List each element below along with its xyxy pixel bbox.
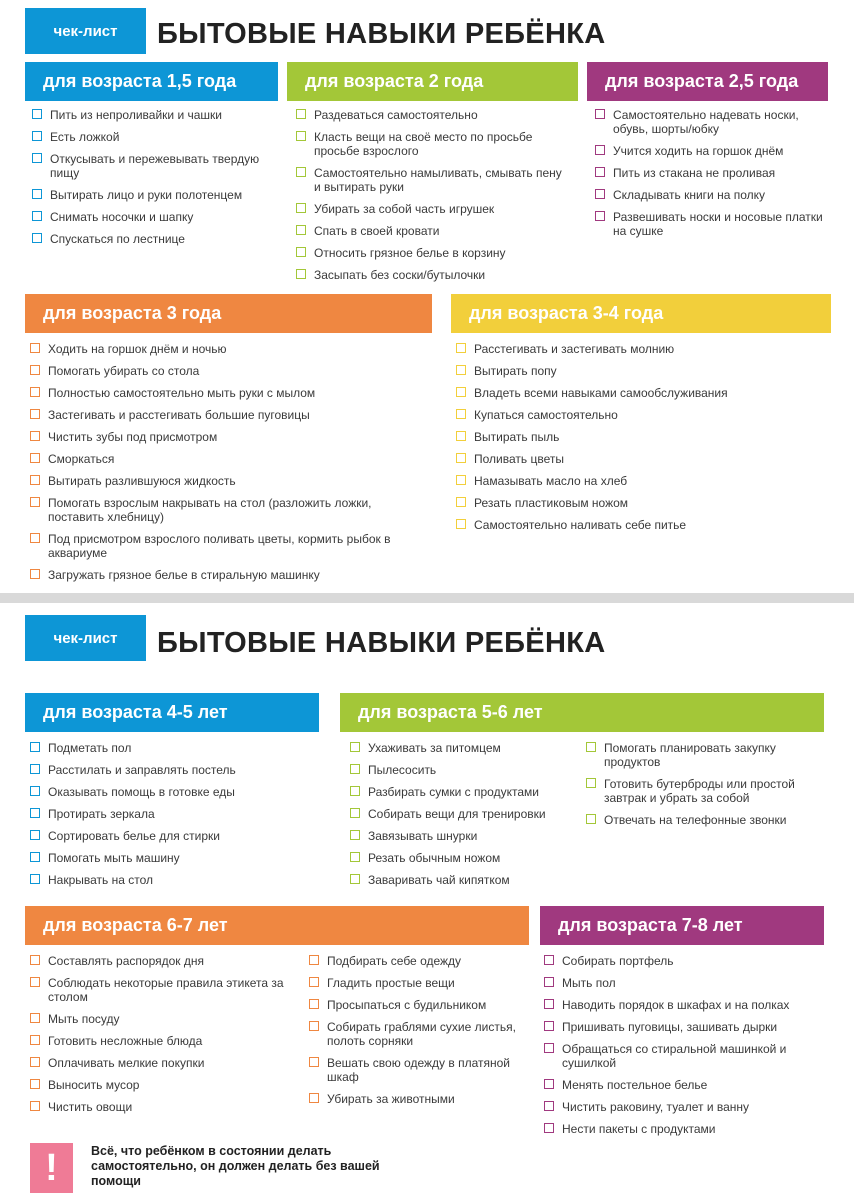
- checklist-item: [30, 568, 430, 582]
- checkbox[interactable]: [586, 778, 596, 788]
- checklist-item: [456, 408, 826, 422]
- checkbox[interactable]: [586, 814, 596, 824]
- checkbox[interactable]: [30, 1079, 40, 1089]
- checkbox[interactable]: [296, 109, 306, 119]
- checklist-item-label: Оплачивать мелкие покупки: [48, 1056, 205, 1070]
- checklist-item-label: Откусывать и пережевывать твердую пищу: [50, 152, 260, 180]
- checklist-item-label: Выносить мусор: [48, 1078, 140, 1092]
- checklist-item-label: Разбирать сумки с продуктами: [368, 785, 539, 799]
- checklist-item-label: Спускаться по лестнице: [50, 232, 185, 246]
- checklist-item: [309, 1056, 531, 1084]
- checkbox[interactable]: [595, 167, 605, 177]
- section-header-age-4-5: для возраста 4-5 лет: [25, 693, 319, 732]
- checklist-item-label: Мыть пол: [562, 976, 616, 990]
- checklist-item-label: Помогать убирать со стола: [48, 364, 200, 378]
- checklist-item: [456, 430, 826, 444]
- checklist-item: [350, 807, 575, 821]
- checklist-item-label: Относить грязное белье в корзину: [314, 246, 506, 260]
- checklist-item-label: Класть вещи на своё место по просьбе просьбе взрослого: [314, 130, 533, 158]
- checkbox[interactable]: [30, 874, 40, 884]
- section-header-age-3-4: для возраста 3-4 года: [451, 294, 831, 333]
- section-header-age-2-5: для возраста 2,5 года: [587, 62, 828, 101]
- checkbox[interactable]: [30, 830, 40, 840]
- checklist-item: [30, 1056, 298, 1070]
- checklist-item: [30, 873, 315, 887]
- checklist-item-label: Расстилать и заправлять постель: [48, 763, 236, 777]
- checkbox[interactable]: [30, 1057, 40, 1067]
- checklist-item: [30, 386, 430, 400]
- checklist-item-label: Соблюдать некоторые правила этикета за столом: [48, 976, 284, 1004]
- checklist-item-label: Пылесосить: [368, 763, 437, 777]
- checkbox[interactable]: [296, 167, 306, 177]
- checklist-item-label: Мыть посуду: [48, 1012, 120, 1026]
- checklist-item: [30, 452, 430, 466]
- checkbox[interactable]: [350, 808, 360, 818]
- checklist-item: [456, 364, 826, 378]
- checkbox[interactable]: [32, 131, 42, 141]
- checkbox[interactable]: [456, 497, 466, 507]
- checkbox[interactable]: [30, 475, 40, 485]
- checkbox[interactable]: [30, 343, 40, 353]
- checklist-item: [595, 108, 825, 136]
- checklist-item-label: Пить из непроливайки и чашки: [50, 108, 222, 122]
- checkbox[interactable]: [30, 764, 40, 774]
- checklist-item-label: Сортировать белье для стирки: [48, 829, 220, 843]
- checklist-item-label: Собирать портфель: [562, 954, 674, 968]
- checklist-item-label: Чистить овощи: [48, 1100, 133, 1114]
- checkbox[interactable]: [30, 852, 40, 862]
- checklist-item: [309, 976, 531, 990]
- checklist-item-label: Пришивать пуговицы, зашивать дырки: [562, 1020, 778, 1034]
- checklist-item: [350, 741, 575, 755]
- checkbox[interactable]: [350, 852, 360, 862]
- checkbox[interactable]: [30, 977, 40, 987]
- page-title: БЫТОВЫЕ НАВЫКИ РЕБЁНКА: [157, 18, 606, 50]
- checklist-item: [586, 813, 822, 827]
- checklist-item: [544, 976, 824, 990]
- checkbox[interactable]: [32, 233, 42, 243]
- checkbox[interactable]: [30, 1035, 40, 1045]
- checklist-item: [30, 1034, 298, 1048]
- checklist-item: [456, 452, 826, 466]
- checklist-item-label: Есть ложкой: [50, 130, 120, 144]
- checkbox[interactable]: [544, 999, 554, 1009]
- checklist-item-label: Намазывать масло на хлеб: [474, 474, 628, 488]
- checklist-item: [30, 474, 430, 488]
- checklist-item: [296, 108, 566, 122]
- checklist-tag: чек-лист: [25, 615, 146, 661]
- checklist-age-3-4: [456, 342, 826, 540]
- checklist-item-label: Оказывать помощь в готовке еды: [48, 785, 235, 799]
- checkbox[interactable]: [595, 109, 605, 119]
- checklist-item-label: Наводить порядок в шкафах и на полках: [562, 998, 790, 1012]
- checkbox[interactable]: [456, 365, 466, 375]
- checklist-item: [32, 130, 277, 144]
- checkbox[interactable]: [309, 1057, 319, 1067]
- checklist-item-label: Готовить бутерброды или простой завтрак и убрать за собой: [604, 777, 795, 805]
- checklist-tag: чек-лист: [25, 8, 146, 54]
- checklist-item-label: Вешать свою одежду в платяной шкаф: [327, 1056, 510, 1084]
- checklist-item: [456, 386, 826, 400]
- checklist-item-label: Загружать грязное белье в стиральную машинку: [48, 568, 320, 582]
- checklist-item-label: Завязывать шнурки: [368, 829, 478, 843]
- checklist-item: [30, 807, 315, 821]
- checklist-item: [30, 829, 315, 843]
- checklist-item-label: Снимать носочки и шапку: [50, 210, 194, 224]
- checkbox[interactable]: [309, 1093, 319, 1103]
- checkbox[interactable]: [30, 387, 40, 397]
- checkbox[interactable]: [544, 1043, 554, 1053]
- checklist-item: [32, 188, 277, 202]
- checklist-item: [544, 1020, 824, 1034]
- section-header-age-3: для возраста 3 года: [25, 294, 432, 333]
- checklist-age-7-8: [544, 954, 824, 1144]
- checklist-item-label: Заваривать чай кипятком: [368, 873, 510, 887]
- checklist-item-label: Гладить простые вещи: [327, 976, 455, 990]
- checklist-item-label: Самостоятельно надевать носки, обувь, шорты/юбку: [613, 108, 799, 136]
- checklist-item-label: Засыпать без соски/бутылочки: [314, 268, 486, 282]
- checkbox[interactable]: [296, 225, 306, 235]
- checklist-item: [296, 268, 566, 282]
- checklist-item: [309, 1092, 531, 1106]
- checklist-item-label: Составлять распорядок дня: [48, 954, 204, 968]
- checkbox[interactable]: [30, 365, 40, 375]
- checklist-item-label: Раздеваться самостоятельно: [314, 108, 478, 122]
- checklist-item: [32, 152, 277, 180]
- section-header-age-1-5: для возраста 1,5 года: [25, 62, 278, 101]
- checklist-item: [30, 364, 430, 378]
- section-header-age-5-6: для возраста 5-6 лет: [340, 693, 824, 732]
- checklist-item-label: Ходить на горшок днём и ночью: [48, 342, 227, 356]
- checklist-item: [296, 202, 566, 216]
- section-header-age-2: для возраста 2 года: [287, 62, 578, 101]
- checklist-item: [296, 166, 566, 194]
- checklist-item: [544, 1122, 824, 1136]
- checkbox[interactable]: [544, 1021, 554, 1031]
- checklist-item: [30, 976, 298, 1004]
- checklist-age-1-5: [32, 108, 277, 254]
- checklist-age-3: [30, 342, 430, 590]
- checklist-item-label: Сморкаться: [48, 452, 115, 466]
- checklist-item-label: Накрывать на стол: [48, 873, 154, 887]
- checklist-item-label: Застегивать и расстегивать большие пуговицы: [48, 408, 310, 422]
- checklist-item: [595, 144, 825, 158]
- checklist-item-label: Резать обычным ножом: [368, 851, 501, 865]
- exclamation-icon: !: [30, 1143, 73, 1193]
- checklist-item: [456, 496, 826, 510]
- checklist-item: [350, 763, 575, 777]
- checkbox[interactable]: [350, 830, 360, 840]
- checkbox[interactable]: [350, 786, 360, 796]
- checklist-item-label: Помогать мыть машину: [48, 851, 180, 865]
- checklist-age-4-5: [30, 741, 315, 895]
- checklist-item: [309, 1020, 531, 1048]
- checkbox[interactable]: [456, 475, 466, 485]
- checklist-item-label: Вытирать пыль: [474, 430, 560, 444]
- checklist-item: [456, 518, 826, 532]
- checkbox[interactable]: [544, 1123, 554, 1133]
- checklist-item-label: Подметать пол: [48, 741, 132, 755]
- checklist-item: [296, 246, 566, 260]
- checklist-item-label: Развешивать носки и носовые платки на сушке: [613, 210, 823, 238]
- checkbox[interactable]: [595, 145, 605, 155]
- checkbox[interactable]: [296, 269, 306, 279]
- checklist-item-label: Чистить раковину, туалет и ванну: [562, 1100, 750, 1114]
- checkbox[interactable]: [350, 874, 360, 884]
- checkbox[interactable]: [30, 808, 40, 818]
- checklist-item-label: Чистить зубы под присмотром: [48, 430, 218, 444]
- checklist-item: [350, 829, 575, 843]
- checkbox[interactable]: [30, 786, 40, 796]
- checklist-item-label: Пить из стакана не проливая: [613, 166, 776, 180]
- checklist-item-label: Вытирать попу: [474, 364, 557, 378]
- checklist-age-2-5: [595, 108, 825, 246]
- section-header-age-6-7: для возраста 6-7 лет: [25, 906, 529, 945]
- checklist-item-label: Готовить несложные блюда: [48, 1034, 203, 1048]
- checkbox[interactable]: [30, 409, 40, 419]
- checklist-item: [30, 1078, 298, 1092]
- checkbox[interactable]: [30, 569, 40, 579]
- checklist-item: [30, 342, 430, 356]
- checklist-age-5-6-col2: [586, 741, 822, 835]
- checklist-item-label: Владеть всеми навыками самообслуживания: [474, 386, 728, 400]
- checklist-item: [30, 741, 315, 755]
- checkbox[interactable]: [309, 977, 319, 987]
- checklist-item-label: Помогать взрослым накрывать на стол (разложить ложки, поставить хлебницу): [48, 496, 372, 524]
- checkbox[interactable]: [456, 431, 466, 441]
- section-header-age-7-8: для возраста 7-8 лет: [540, 906, 824, 945]
- checklist-item-label: Убирать за собой часть игрушек: [314, 202, 495, 216]
- checkbox[interactable]: [30, 1101, 40, 1111]
- checklist-item-label: Помогать планировать закупку продуктов: [604, 741, 776, 769]
- checklist-item: [30, 763, 315, 777]
- checklist-age-5-6-col1: [350, 741, 575, 895]
- checklist-item: [30, 1012, 298, 1026]
- checklist-age-6-7-col2: [309, 954, 531, 1114]
- checklist-item-label: Самостоятельно намыливать, смывать пену и вытирать руки: [314, 166, 562, 194]
- checkbox[interactable]: [30, 497, 40, 507]
- checklist-item-label: Менять постельное белье: [562, 1078, 708, 1092]
- checkbox[interactable]: [296, 203, 306, 213]
- checklist-item-label: Поливать цветы: [474, 452, 564, 466]
- checklist-item-label: Ухаживать за питомцем: [368, 741, 501, 755]
- checklist-item: [309, 954, 531, 968]
- page-title: БЫТОВЫЕ НАВЫКИ РЕБЁНКА: [157, 627, 606, 659]
- checkbox[interactable]: [456, 519, 466, 529]
- checkbox[interactable]: [30, 453, 40, 463]
- checklist-item: [350, 785, 575, 799]
- checkbox[interactable]: [32, 211, 42, 221]
- footer-note: Всё, что ребёнком в состоянии делать самостоятельно, он должен делать без вашей помощи: [91, 1144, 380, 1188]
- checklist-item: [586, 777, 822, 805]
- checklist-item: [456, 342, 826, 356]
- checklist-item: [586, 741, 822, 769]
- checklist-item-label: Под присмотром взрослого поливать цветы, кормить рыбок в аквариуме: [48, 532, 391, 560]
- checklist-item-label: Нести пакеты с продуктами: [562, 1122, 716, 1136]
- checklist-item: [30, 954, 298, 968]
- checklist-item: [30, 532, 430, 560]
- checklist-item: [30, 408, 430, 422]
- checklist-item-label: Собирать граблями сухие листья, полоть сорняки: [327, 1020, 516, 1048]
- checkbox[interactable]: [544, 977, 554, 987]
- checklist-item: [595, 210, 825, 238]
- checklist-item: [296, 130, 566, 158]
- checklist-item: [350, 873, 575, 887]
- checklist-item: [544, 1042, 824, 1070]
- checklist-item: [595, 166, 825, 180]
- checkbox[interactable]: [296, 247, 306, 257]
- checkbox[interactable]: [32, 189, 42, 199]
- checklist-item: [32, 232, 277, 246]
- checkbox[interactable]: [595, 189, 605, 199]
- checklist-item-label: Отвечать на телефонные звонки: [604, 813, 787, 827]
- checkbox[interactable]: [350, 742, 360, 752]
- checkbox[interactable]: [309, 1021, 319, 1031]
- checkbox[interactable]: [350, 764, 360, 774]
- checkbox[interactable]: [456, 387, 466, 397]
- checkbox[interactable]: [586, 742, 596, 752]
- checklist-age-2: [296, 108, 566, 290]
- checklist-item: [595, 188, 825, 202]
- checklist-item-label: Спать в своей кровати: [314, 224, 440, 238]
- checkbox[interactable]: [30, 533, 40, 543]
- checkbox[interactable]: [456, 343, 466, 353]
- checklist-page-1: [0, 0, 854, 593]
- checklist-item: [544, 1078, 824, 1092]
- checkbox[interactable]: [296, 131, 306, 141]
- checklist-item-label: Подбирать себе одежду: [327, 954, 462, 968]
- checklist-item-label: Вытирать лицо и руки полотенцем: [50, 188, 243, 202]
- checklist-item: [544, 954, 824, 968]
- checklist-item: [544, 998, 824, 1012]
- checklist-item-label: Вытирать разлившуюся жидкость: [48, 474, 236, 488]
- checkbox[interactable]: [544, 1101, 554, 1111]
- checkbox[interactable]: [309, 955, 319, 965]
- checkbox[interactable]: [30, 955, 40, 965]
- checkbox[interactable]: [544, 1079, 554, 1089]
- checkbox[interactable]: [456, 453, 466, 463]
- checklist-item-label: Полностью самостоятельно мыть руки с мылом: [48, 386, 316, 400]
- checkbox[interactable]: [544, 955, 554, 965]
- checklist-item: [32, 108, 277, 122]
- checklist-item: [30, 785, 315, 799]
- checkbox[interactable]: [30, 742, 40, 752]
- checklist-item-label: Убирать за животными: [327, 1092, 455, 1106]
- checklist-item-label: Обращаться со стиральной машинкой и сушилкой: [562, 1042, 787, 1070]
- checklist-item-label: Учится ходить на горшок днём: [613, 144, 784, 158]
- checklist-age-6-7-col1: [30, 954, 298, 1122]
- checklist-item-label: Собирать вещи для тренировки: [368, 807, 546, 821]
- checklist-item: [544, 1100, 824, 1114]
- checklist-item: [350, 851, 575, 865]
- checklist-item: [309, 998, 531, 1012]
- checklist-item: [30, 496, 430, 524]
- checklist-item-label: Расстегивать и застегивать молнию: [474, 342, 675, 356]
- checklist-item-label: Просыпаться с будильником: [327, 998, 487, 1012]
- checkbox[interactable]: [32, 109, 42, 119]
- checklist-item: [456, 474, 826, 488]
- checkbox[interactable]: [30, 431, 40, 441]
- checklist-item: [32, 210, 277, 224]
- checkbox[interactable]: [30, 1013, 40, 1023]
- checklist-item-label: Резать пластиковым ножом: [474, 496, 629, 510]
- checklist-page-2: [0, 603, 854, 1200]
- checklist-item-label: Протирать зеркала: [48, 807, 155, 821]
- checklist-item: [296, 224, 566, 238]
- checklist-item-label: Самостоятельно наливать себе питье: [474, 518, 687, 532]
- checklist-item: [30, 1100, 298, 1114]
- checklist-item: [30, 851, 315, 865]
- checklist-item-label: Купаться самостоятельно: [474, 408, 618, 422]
- checklist-item-label: Складывать книги на полку: [613, 188, 766, 202]
- checkbox[interactable]: [309, 999, 319, 1009]
- checkbox[interactable]: [32, 153, 42, 163]
- checklist-item: [30, 430, 430, 444]
- checkbox[interactable]: [595, 211, 605, 221]
- checkbox[interactable]: [456, 409, 466, 419]
